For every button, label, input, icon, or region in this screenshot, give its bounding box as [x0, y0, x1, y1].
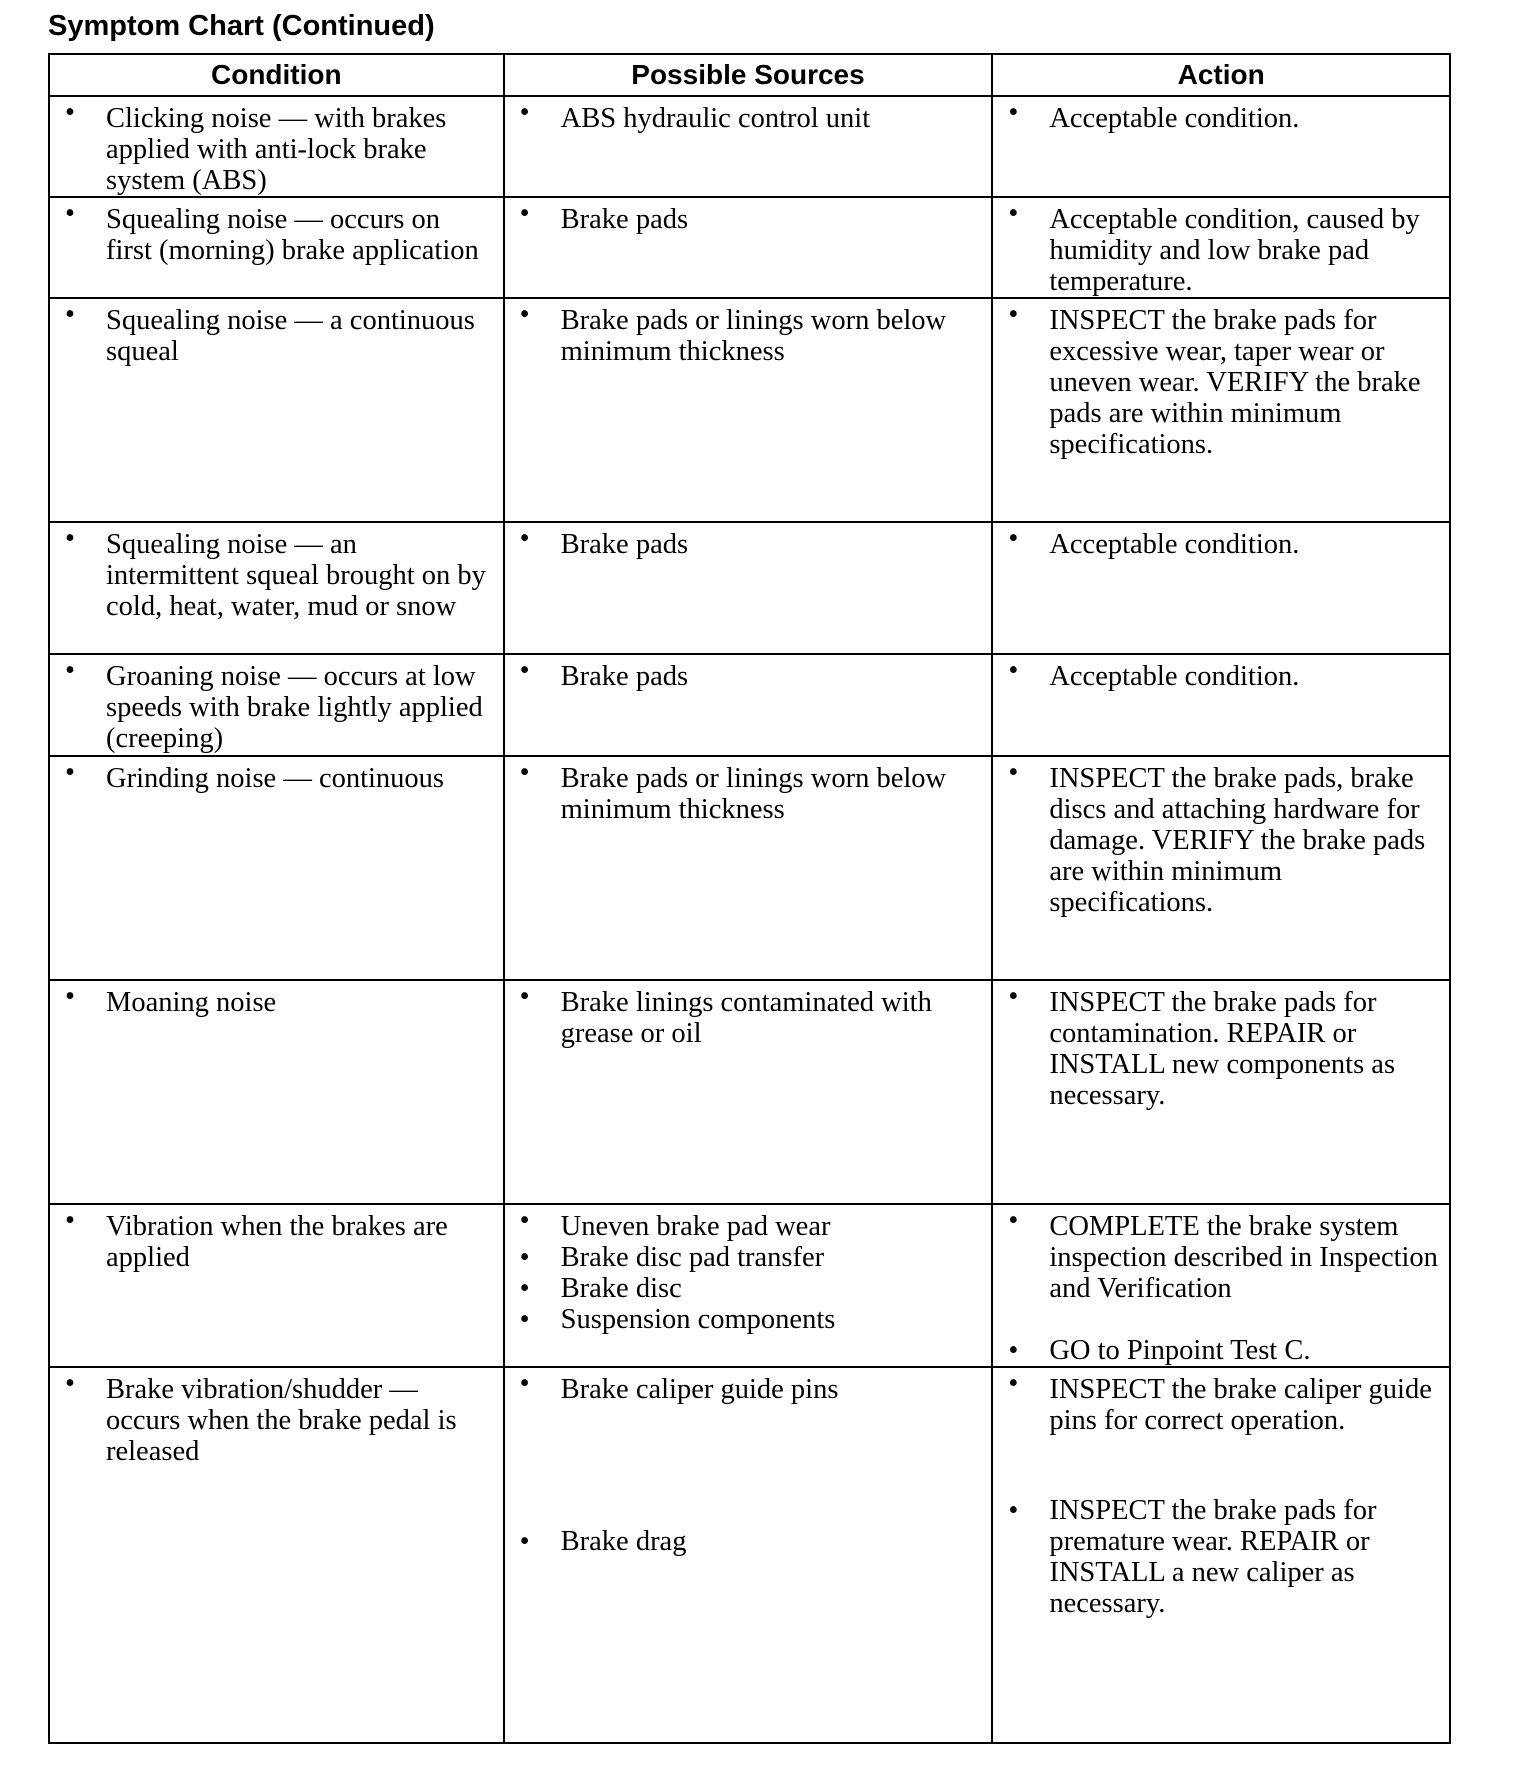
action-cell — [992, 1204, 1450, 1367]
action-text: Acceptable condition, caused by humidity and low brake pad temperature. — [1049, 204, 1420, 297]
condition-text: Vibration when the brakes are applied — [106, 1211, 448, 1273]
condition-cell — [49, 197, 504, 298]
symptom-chart-table — [48, 53, 1451, 1744]
condition-text: Grinding noise — continuous — [106, 763, 445, 794]
action-text: Acceptable condition. — [1049, 103, 1300, 134]
table-row — [49, 980, 1450, 1204]
bullet-icon: • — [65, 757, 75, 788]
action-text: GO to Pinpoint Test C. — [1049, 1335, 1311, 1366]
condition-text: Groaning noise — occurs at low speeds with brake lightly applied (creeping) — [106, 661, 483, 754]
action-cell — [992, 96, 1450, 197]
table-row — [49, 96, 1450, 197]
sources-cell — [504, 96, 993, 197]
action-cell — [992, 298, 1450, 522]
bullet-icon: • — [1008, 655, 1019, 686]
bullet-icon: • — [519, 198, 530, 229]
action-text: INSPECT the brake pads for excessive wear, taper wear or uneven wear. VERIFY the brake pads are within minimum specifications. — [1049, 305, 1421, 460]
sources-cell — [504, 980, 993, 1204]
table-row — [49, 522, 1450, 654]
sources-cell — [504, 522, 993, 654]
sources-cell — [504, 1367, 993, 1743]
sources-cell — [504, 197, 993, 298]
table-header-row — [49, 54, 1450, 96]
source-text: Brake pads — [560, 529, 689, 560]
action-cell — [992, 197, 1450, 298]
page-title: Symptom Chart (Continued) — [48, 10, 435, 42]
condition-cell — [49, 298, 504, 522]
source-text: Brake pads — [560, 204, 689, 235]
source-text: Brake pads or linings worn below minimum thickness — [560, 305, 947, 367]
header-possible-sources: Possible Sources — [504, 54, 993, 96]
source-text: Brake disc pad transfer — [560, 1242, 825, 1273]
bullet-icon: • — [1008, 1205, 1019, 1236]
condition-cell — [49, 522, 504, 654]
sources-cell — [504, 756, 993, 980]
sources-cell — [504, 654, 993, 756]
condition-cell — [49, 1367, 504, 1743]
action-text: INSPECT the brake caliper guide pins for correct operation. — [1049, 1374, 1432, 1436]
bullet-icon: • — [519, 1526, 530, 1557]
action-text: Acceptable condition. — [1049, 529, 1300, 560]
source-text: Brake pads or linings worn below minimum thickness — [560, 763, 947, 825]
source-text: Brake disc — [560, 1273, 682, 1304]
action-cell — [992, 654, 1450, 756]
bullet-icon: • — [519, 757, 530, 788]
condition-text: Squealing noise — occurs on first (morning) brake application — [106, 204, 479, 266]
condition-cell — [49, 756, 504, 980]
source-text: ABS hydraulic control unit — [560, 103, 871, 134]
bullet-icon: • — [1008, 981, 1019, 1012]
condition-cell — [49, 654, 504, 756]
table-row — [49, 1367, 1450, 1743]
bullet-icon: • — [65, 97, 75, 128]
source-text: Brake linings contaminated with grease or oil — [560, 987, 932, 1049]
bullet-icon: • — [65, 299, 75, 330]
condition-cell — [49, 1204, 504, 1367]
header-condition: Condition — [49, 54, 504, 96]
bullet-icon: • — [65, 981, 75, 1012]
bullet-icon: • — [1008, 1495, 1019, 1526]
bullet-icon: • — [1008, 299, 1019, 330]
source-text: Brake caliper guide pins — [560, 1374, 839, 1405]
bullet-icon: • — [519, 1205, 530, 1236]
bullet-icon: • — [65, 523, 75, 554]
condition-text: Squealing noise — a continuous squeal — [106, 305, 475, 367]
condition-text: Squealing noise — an intermittent squeal brought on by cold, heat, water, mud or snow — [106, 529, 486, 622]
bullet-icon: • — [519, 981, 530, 1012]
bullet-icon: • — [1008, 1368, 1019, 1399]
condition-cell — [49, 96, 504, 197]
condition-text: Brake vibration/shudder — occurs when the brake pedal is released — [106, 1374, 457, 1467]
bullet-icon: • — [519, 1304, 530, 1335]
bullet-icon: • — [1008, 757, 1019, 788]
action-text: COMPLETE the brake system inspection described in Inspection and Verification — [1049, 1211, 1438, 1304]
bullet-icon: • — [65, 1205, 75, 1236]
header-action: Action — [992, 54, 1450, 96]
action-text: INSPECT the brake pads for premature wear. REPAIR or INSTALL a new caliper as necessary. — [1049, 1495, 1377, 1619]
action-text: Acceptable condition. — [1049, 661, 1300, 692]
action-cell — [992, 980, 1450, 1204]
table-row — [49, 298, 1450, 522]
table-row — [49, 197, 1450, 298]
action-text: INSPECT the brake pads for contamination. REPAIR or INSTALL new components as necessary. — [1049, 987, 1396, 1111]
bullet-icon: • — [65, 655, 75, 686]
bullet-icon: • — [1008, 198, 1019, 229]
table-row — [49, 654, 1450, 756]
condition-cell — [49, 980, 504, 1204]
bullet-icon: • — [519, 1368, 530, 1399]
condition-text: Clicking noise — with brakes applied with anti-lock brake system (ABS) — [106, 103, 447, 196]
source-text: Brake drag — [560, 1526, 687, 1557]
bullet-icon: • — [65, 1368, 75, 1399]
source-text: Uneven brake pad wear — [560, 1211, 831, 1242]
condition-text: Moaning noise — [106, 987, 277, 1018]
bullet-icon: • — [519, 1273, 530, 1304]
table-row — [49, 1204, 1450, 1367]
bullet-icon: • — [519, 523, 530, 554]
action-cell — [992, 756, 1450, 980]
bullet-icon: • — [1008, 523, 1019, 554]
bullet-icon: • — [1008, 97, 1019, 128]
action-cell — [992, 522, 1450, 654]
bullet-icon: • — [65, 198, 75, 229]
bullet-icon: • — [519, 655, 530, 686]
table-row — [49, 756, 1450, 980]
bullet-icon: • — [519, 1242, 530, 1273]
bullet-icon: • — [519, 299, 530, 330]
sources-cell — [504, 298, 993, 522]
bullet-icon: • — [519, 97, 530, 128]
action-text: INSPECT the brake pads, brake discs and attaching hardware for damage. VERIFY the brake pads are within minimum specifications. — [1049, 763, 1426, 918]
source-text: Brake pads — [560, 661, 689, 692]
bullet-icon: • — [1008, 1335, 1019, 1366]
sources-cell — [504, 1204, 993, 1367]
action-cell — [992, 1367, 1450, 1743]
source-text: Suspension components — [560, 1304, 836, 1335]
